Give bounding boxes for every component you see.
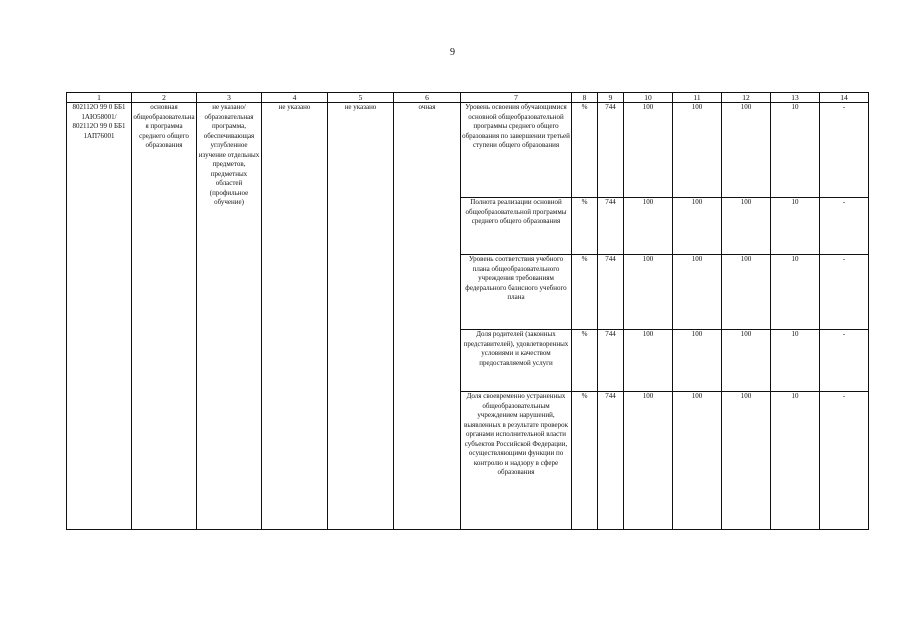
value-cell: 100 xyxy=(722,392,771,530)
value-cell: 10 xyxy=(771,255,820,330)
value-cell: 100 xyxy=(673,255,722,330)
col-header: 2 xyxy=(132,93,197,103)
table-row xyxy=(67,103,869,198)
unit-cell: % xyxy=(572,330,598,392)
value-cell: 100 xyxy=(722,330,771,392)
indicator-cell: Доля родителей (законных представителей), удовлетворенных условиями и качеством предоставляемой услуги xyxy=(461,330,572,392)
col-header: 6 xyxy=(394,93,461,103)
header-row xyxy=(67,93,869,103)
value-cell: 100 xyxy=(624,255,673,330)
registry-code-cell: 802112О 99 0 ББ1 1АЮ58001/ 802112О 99 0 ББ1 1АП76001 xyxy=(67,103,132,530)
col-header: 11 xyxy=(673,93,722,103)
value-cell: 100 xyxy=(722,103,771,198)
form-cell: очная xyxy=(394,103,461,530)
value-cell: 100 xyxy=(624,198,673,255)
okei-cell: 744 xyxy=(598,103,624,198)
service-quality-table xyxy=(66,92,869,530)
unit-cell: % xyxy=(572,392,598,530)
value-cell: 100 xyxy=(673,330,722,392)
col-header: 5 xyxy=(328,93,394,103)
value-cell: - xyxy=(820,330,869,392)
program-cell: основная общеобразовательная программа среднего общего образования xyxy=(132,103,197,530)
col-header: 13 xyxy=(771,93,820,103)
unit-cell: % xyxy=(572,198,598,255)
col-header: 7 xyxy=(461,93,572,103)
value-cell: 100 xyxy=(624,103,673,198)
col5-cell: не указано xyxy=(328,103,394,530)
value-cell: 100 xyxy=(722,255,771,330)
value-cell: 100 xyxy=(624,330,673,392)
col4-cell: не указано xyxy=(262,103,328,530)
value-cell: 10 xyxy=(771,103,820,198)
indicator-cell: Полнота реализации основной общеобразовательной программы среднего общего образования xyxy=(461,198,572,255)
page-number: 9 xyxy=(450,47,455,58)
unit-cell: % xyxy=(572,103,598,198)
okei-cell: 744 xyxy=(598,392,624,530)
value-cell: - xyxy=(820,255,869,330)
col-header: 10 xyxy=(624,93,673,103)
okei-cell: 744 xyxy=(598,198,624,255)
okei-cell: 744 xyxy=(598,255,624,330)
col-header: 4 xyxy=(262,93,328,103)
value-cell: - xyxy=(820,103,869,198)
indicator-cell: Доля своевременно устраненных общеобразовательным учреждением нарушений, выявленных в результате проверок органами исполнительной власти субъектов Российской Федерации, осуществляющими функции по контролю и надзору в сфере образования xyxy=(461,392,572,530)
indicator-cell: Уровень освоения обучающимися основной общеобразовательной программы среднего общего образования по завершении третьей ступени общего образования xyxy=(461,103,572,198)
col-header: 9 xyxy=(598,93,624,103)
value-cell: 100 xyxy=(722,198,771,255)
value-cell: 10 xyxy=(771,392,820,530)
value-cell: 10 xyxy=(771,198,820,255)
col-header: 3 xyxy=(197,93,262,103)
okei-cell: 744 xyxy=(598,330,624,392)
value-cell: 100 xyxy=(673,198,722,255)
value-cell: 100 xyxy=(624,392,673,530)
col-header: 8 xyxy=(572,93,598,103)
value-cell: 100 xyxy=(673,392,722,530)
indicator-cell: Уровень соответствия учебного плана общеобразовательного учреждения требованиям федерального базисного учебного плана xyxy=(461,255,572,330)
value-cell: - xyxy=(820,198,869,255)
col-header: 12 xyxy=(722,93,771,103)
value-cell: 10 xyxy=(771,330,820,392)
content-cell: не указано/ образовательная программа, обеспечивающая углубленное изучение отдельных предметов, предметных областей (профильное обучение) xyxy=(197,103,262,530)
value-cell: - xyxy=(820,392,869,530)
value-cell: 100 xyxy=(673,103,722,198)
col-header: 1 xyxy=(67,93,132,103)
col-header: 14 xyxy=(820,93,869,103)
unit-cell: % xyxy=(572,255,598,330)
